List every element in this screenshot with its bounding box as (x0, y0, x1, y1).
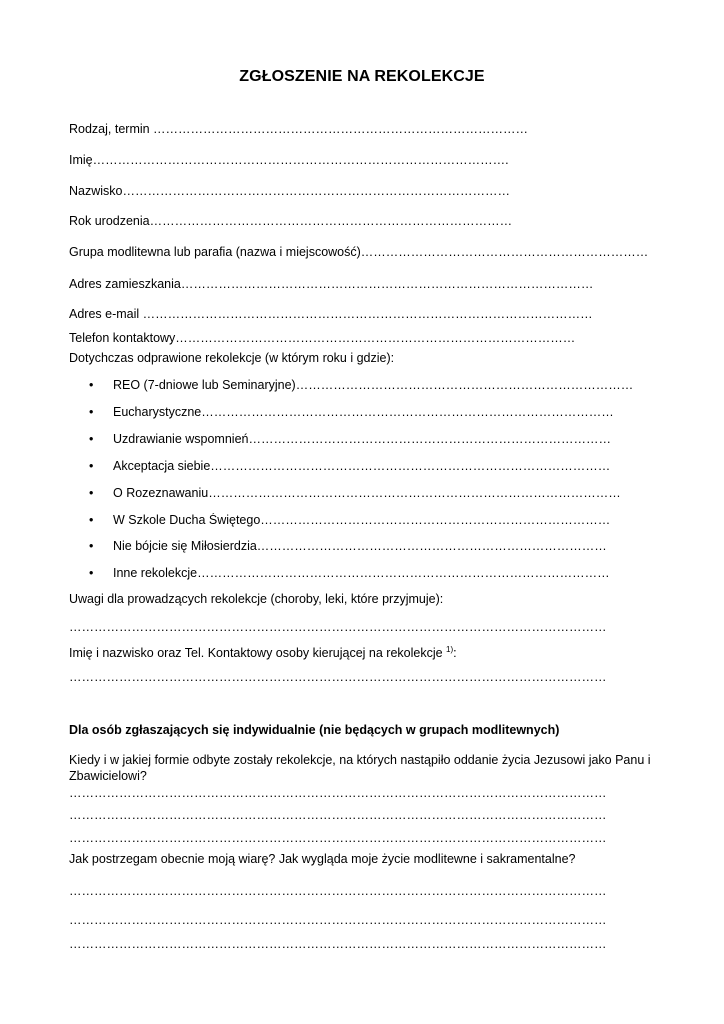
field-last-name[interactable]: Nazwisko………………………………………………………………………………… (69, 184, 510, 198)
referrer-label-text: Imię i nazwisko oraz Tel. Kontaktowy osoby kierującej na rekolekcje (69, 646, 443, 660)
footnote-marker: 1) (446, 646, 454, 654)
notes-label: Uwagi dla prowadzących rekolekcje (choroby, leki, które przyjmuje): (69, 592, 444, 606)
bullet-icon: • (89, 539, 94, 553)
answer-line-6[interactable]: ………………………………………………………………………………………………………………… (69, 937, 607, 951)
retreat-item-self-acceptance[interactable]: Akceptacja siebie…………………………………………………………………………………… (113, 459, 611, 473)
bullet-icon: • (89, 513, 94, 527)
answer-line-3[interactable]: ………………………………………………………………………………………………………………… (69, 831, 607, 845)
previous-retreats-label: Dotychczas odprawione rekolekcje (w którym roku i gdzie): (69, 351, 395, 365)
bullet-icon: • (89, 405, 94, 419)
field-retreat-type-date[interactable]: Rodzaj, termin ……………………………………………………………………………… (69, 122, 529, 136)
retreat-item-eucharistic[interactable]: Eucharystyczne……………………………………………………………………………………… (113, 405, 614, 419)
retreat-item-healing-memories[interactable]: Uzdrawianie wspomnień…………………………………………………………………………… (113, 432, 611, 446)
referrer-dotted-line[interactable]: ………………………………………………………………………………………………………………… (69, 670, 607, 684)
field-birth-year[interactable]: Rok urodzenia…………………………………………………………………………… (69, 214, 513, 228)
field-phone[interactable]: Telefon kontaktowy…………………………………………………………………………………… (69, 331, 576, 345)
notes-dotted-line[interactable]: ………………………………………………………………………………………………………………… (69, 620, 607, 634)
bullet-icon: • (89, 566, 94, 580)
bullet-icon: • (89, 486, 94, 500)
referrer-label-colon: : (453, 646, 457, 660)
question-conversion: Kiedy i w jakiej formie odbyte zostały rekolekcje, na których nastąpiło oddanie życia Jezusowi jako Panu i Zbawicielowi? (69, 753, 651, 783)
bullet-icon: • (89, 378, 94, 392)
retreat-item-discernment[interactable]: O Rozeznawaniu……………………………………………………………………………………… (113, 486, 621, 500)
retreat-item-other[interactable]: Inne rekolekcje……………………………………………………………………………………… (113, 566, 610, 580)
bullet-icon: • (89, 432, 94, 446)
retreat-item-mercy[interactable]: Nie bójcie się Miłosierdzia………………………………………………………………………… (113, 539, 607, 553)
field-prayer-group-parish[interactable]: Grupa modlitewna lub parafia (nazwa i miejscowość)…………………………………………………………… (69, 245, 649, 259)
retreat-item-reo[interactable]: REO (7-dniowe lub Seminaryjne)……………………………………………………………………… (113, 378, 634, 392)
answer-line-5[interactable]: ………………………………………………………………………………………………………………… (69, 913, 607, 927)
referrer-label (69, 646, 652, 661)
answer-line-4[interactable]: ………………………………………………………………………………………………………………… (69, 884, 607, 898)
answer-line-1[interactable]: ………………………………………………………………………………………………………………… (69, 786, 607, 800)
question-faith-life: Jak postrzegam obecnie moją wiarę? Jak wygląda moje życie modlitewne i sakramentalne? (69, 852, 576, 866)
form-title: ZGŁOSZENIE NA REKOLEKCJE (239, 68, 485, 85)
individual-section-heading: Dla osób zgłaszających się indywidualnie (nie będących w grupach modlitewnych) (69, 723, 560, 737)
field-address[interactable]: Adres zamieszkania……………………………………………………………………………………… (69, 277, 594, 291)
bullet-icon: • (89, 459, 94, 473)
field-first-name[interactable]: Imię………………………………………………………………………………………. (69, 153, 509, 167)
answer-line-2[interactable]: ………………………………………………………………………………………………………………… (69, 808, 607, 822)
retreat-item-holy-spirit-school[interactable]: W Szkole Ducha Świętego………………………………………………………………………… (113, 513, 611, 527)
field-email[interactable]: Adres e-mail ……………………………………………………………………………………………… (69, 307, 593, 321)
